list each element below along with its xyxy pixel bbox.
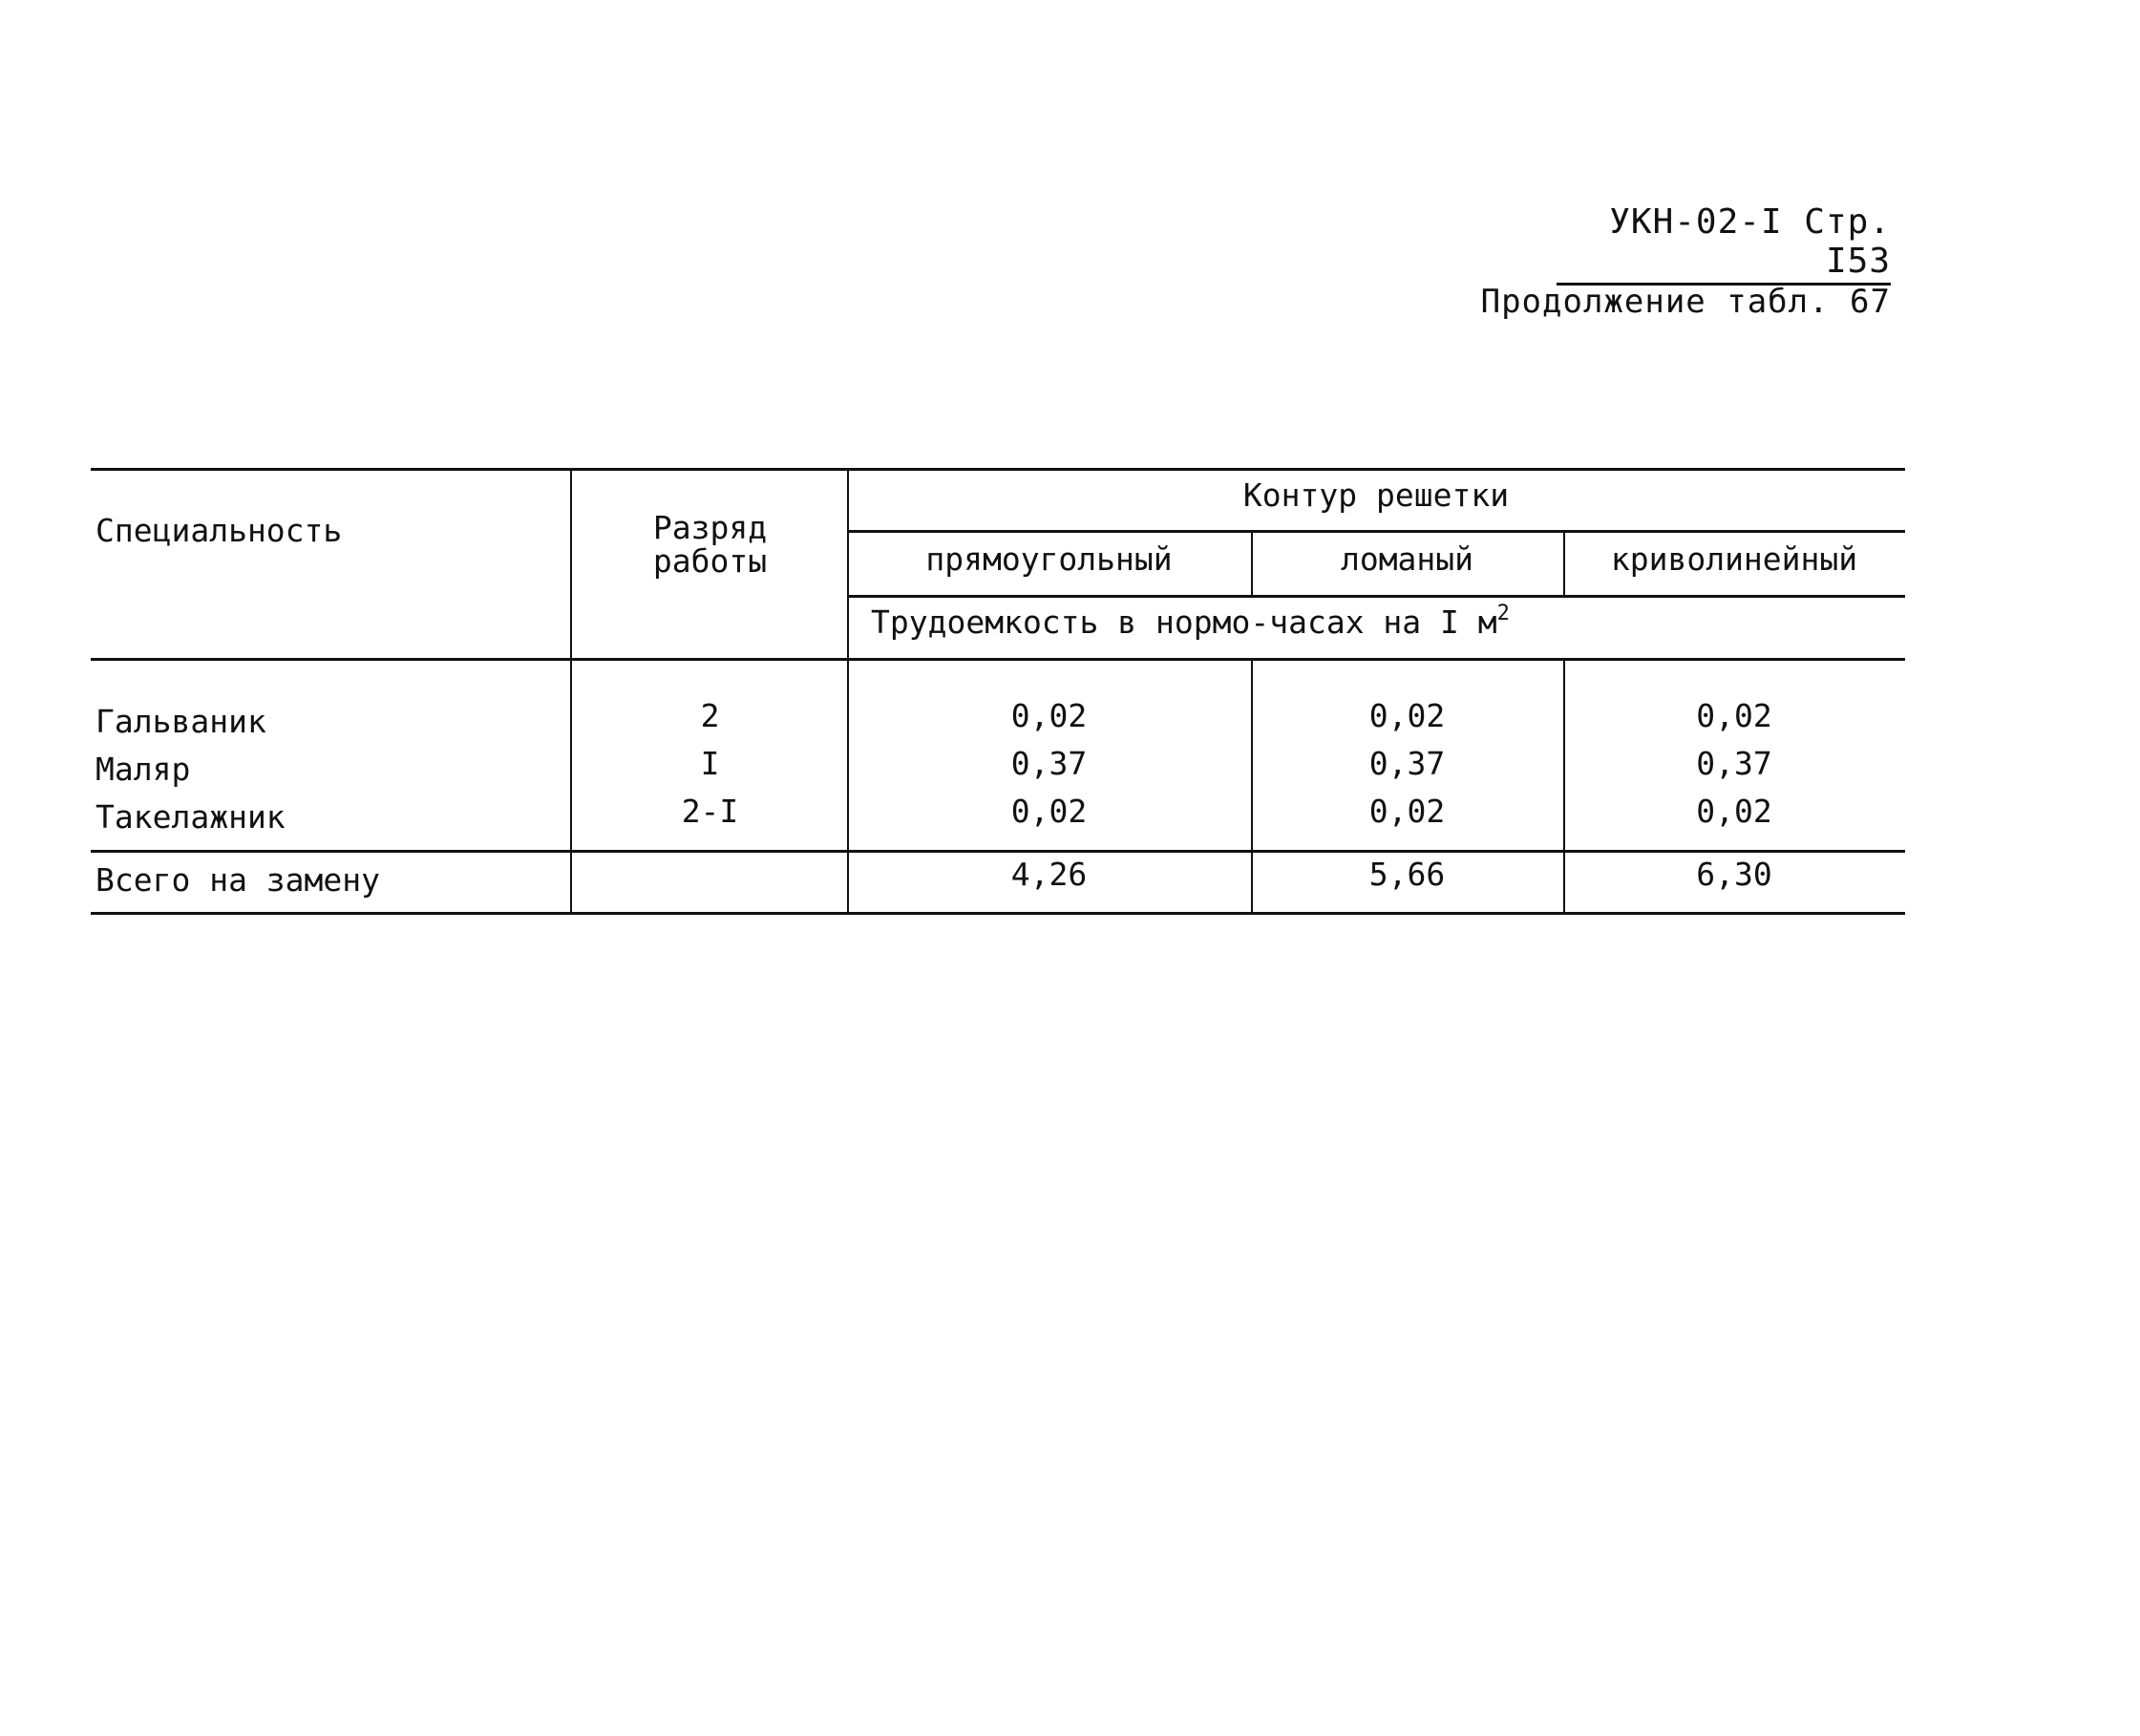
table-bottom-rule [91,912,1905,915]
header-bottom-rule [91,658,1905,661]
col-divider-2 [847,468,849,912]
row-1-specialty: Маляр [95,751,191,788]
row-1-curved: 0,37 [1696,745,1772,782]
row-2-specialty: Такелажник [95,798,286,836]
contour-rule [847,530,1905,533]
total-top-rule [91,850,1905,853]
header-labor-intensity [871,603,1510,642]
header-specialty: Специальность [95,512,343,549]
row-0-specialty: Гальваник [95,703,266,740]
row-0-grade: 2 [700,697,720,734]
table-top-rule [91,468,1905,471]
document-code: УКН-02-I Стр. I53 [1557,202,1891,286]
col-divider-1 [570,468,572,912]
row-1-broken: 0,37 [1368,745,1446,782]
row-2-curved: 0,02 [1696,793,1772,830]
header-curvilinear: криволинейный [1610,540,1858,578]
subheader-rule [847,595,1905,598]
row-0-rect: 0,02 [1010,697,1088,734]
row-2-grade: 2-I [681,793,739,830]
row-2-rect: 0,02 [1010,793,1088,830]
labor-superscript: 2 [1496,602,1510,625]
header-grade-line1: Разряд [652,509,768,546]
header-broken: ломаный [1340,540,1474,578]
total-broken: 5,66 [1368,856,1446,893]
labor-text: Трудоемкость в нормо-часах на I м [871,603,1497,641]
row-1-rect: 0,37 [1010,745,1088,782]
row-0-broken: 0,02 [1368,697,1446,734]
header-contour: Контур решетки [1242,476,1510,514]
header-grade-line2: работы [652,542,768,580]
row-0-curved: 0,02 [1696,697,1772,734]
row-2-broken: 0,02 [1368,793,1446,830]
total-rect: 4,26 [1010,856,1088,893]
header-rectangular: прямоугольный [925,540,1173,578]
table-continuation-label: Продолжение табл. 67 [1480,283,1891,321]
row-1-grade: I [700,745,720,782]
total-curved: 6,30 [1696,856,1772,893]
total-label: Всего на замену [95,861,381,899]
